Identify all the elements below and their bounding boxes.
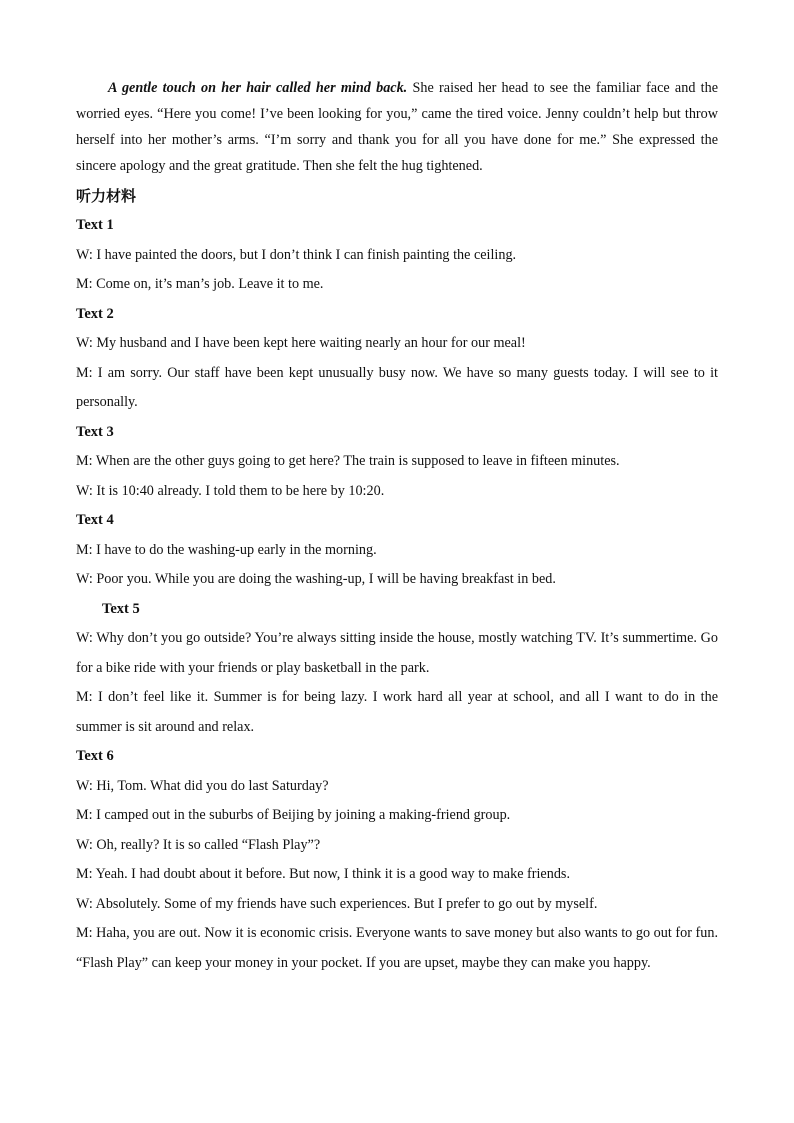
text-heading: Text 5 bbox=[102, 600, 140, 617]
dialogue-line: M: Haha, you are out. Now it is economic crisis. Everyone wants to save money but also wants to go out for fun. “Flash Play” can keep your money in your pocket. If you are upset, maybe they can make you happy. bbox=[76, 925, 718, 971]
dialogue-line: W: Hi, Tom. What did you do last Saturday? bbox=[76, 777, 329, 794]
text-3-block bbox=[76, 418, 718, 507]
dialogue-line: W: It is 10:40 already. I told them to be here by 10:20. bbox=[76, 482, 385, 499]
text-heading: Text 2 bbox=[76, 305, 114, 322]
text-5-block bbox=[76, 595, 718, 743]
dialogue-line: M: I am sorry. Our staff have been kept unusually busy now. We have so many guests today. I will see to it personally. bbox=[76, 364, 718, 410]
dialogue-line: M: Yeah. I had doubt about it before. But now, I think it is a good way to make friends. bbox=[76, 866, 570, 882]
dialogue-line: M: Come on, it’s man’s job. Leave it to me. bbox=[76, 276, 324, 292]
intro-paragraph bbox=[76, 75, 718, 179]
dialogue-line: W: My husband and I have been kept here waiting nearly an hour for our meal! bbox=[76, 335, 526, 351]
text-1-block bbox=[76, 211, 718, 300]
section-title: 听力材料 bbox=[76, 187, 137, 205]
dialogue-line: W: I have painted the doors, but I don’t think I can finish painting the ceiling. bbox=[76, 246, 517, 263]
text-heading: Text 3 bbox=[76, 423, 114, 440]
intro-body-text: She raised her head to see the familiar face and the worried eyes. “Here you come! I’ve been looking for you,” came the tired voice. Jenny couldn’t help but throw herself into her mother’s arms. “I’m sorry and thank you for all you have done for me.” She expressed the sincere apology and the great gratitude. Then she felt the hug tightened. bbox=[76, 80, 719, 174]
dialogue-line: M: I don’t feel like it. Summer is for being lazy. I work hard all year at school, and all I want to do in the summer is sit around and relax. bbox=[76, 689, 718, 735]
text-4-block bbox=[76, 506, 718, 595]
text-heading: Text 6 bbox=[76, 748, 114, 764]
text-heading: Text 1 bbox=[76, 217, 114, 233]
text-6-block bbox=[76, 742, 718, 978]
dialogue-line: M: When are the other guys going to get here? The train is supposed to leave in fifteen minutes. bbox=[76, 453, 620, 469]
intro-lead-sentence: A gentle touch on her hair called her mind back. bbox=[108, 80, 408, 96]
text-heading: Text 4 bbox=[76, 512, 114, 528]
dialogue-line: M: I have to do the washing-up early in the morning. bbox=[76, 541, 377, 558]
dialogue-line: W: Why don’t you go outside? You’re always sitting inside the house, mostly watching TV. It’s summertime. Go for a bike ride with your friends or play basketball in the park. bbox=[76, 630, 718, 676]
dialogue-line: W: Oh, really? It is so called “Flash Play”? bbox=[76, 836, 321, 853]
dialogue-line: M: I camped out in the suburbs of Beijing by joining a making-friend group. bbox=[76, 807, 511, 823]
text-2-block bbox=[76, 300, 718, 418]
dialogue-line: W: Poor you. While you are doing the washing-up, I will be having breakfast in bed. bbox=[76, 571, 556, 587]
dialogue-line: W: Absolutely. Some of my friends have such experiences. But I prefer to go out by myself. bbox=[76, 895, 598, 912]
document-page bbox=[76, 75, 718, 978]
